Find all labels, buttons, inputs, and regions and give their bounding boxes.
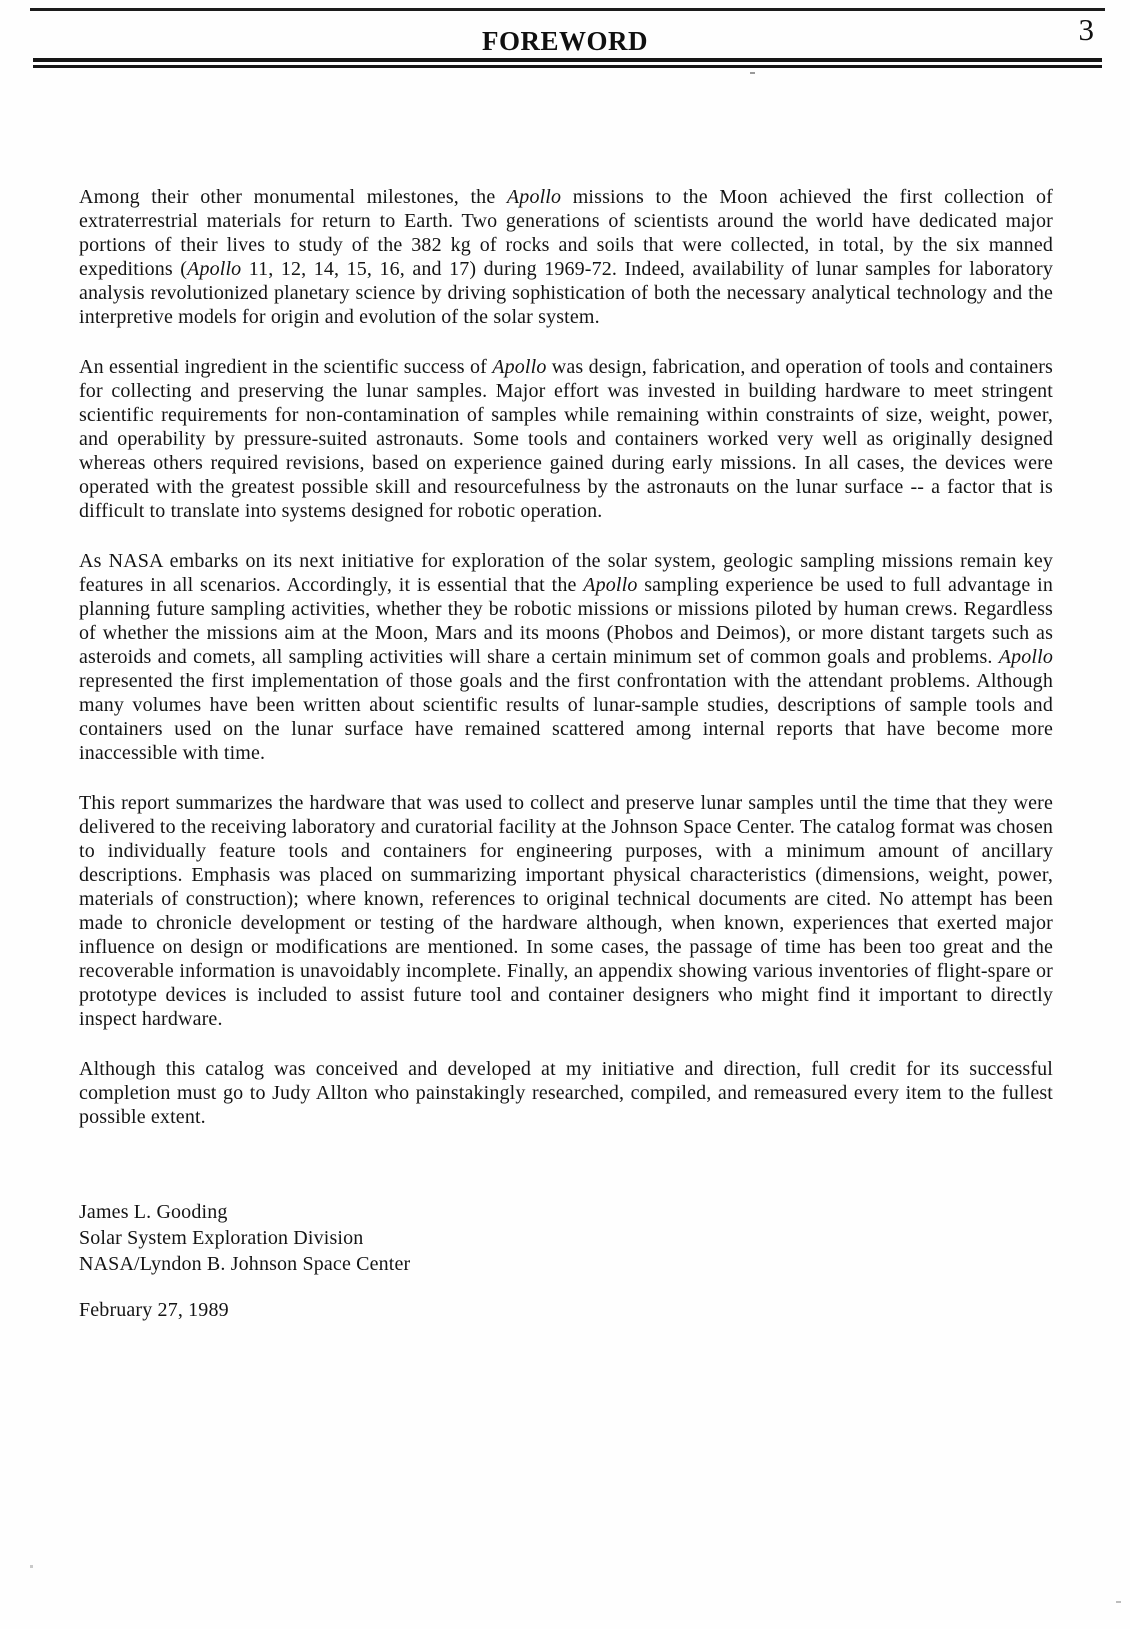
scan-artifact <box>750 72 755 74</box>
foreword-paragraph: Among their other monumental milestones, the Apollo missions to the Moon achieved the first collection of extraterrestrial materials for return to Earth. Two generations of scientists around the world have dedicated major portions of their lives to study of the 382 kg of rocks and soils that were collected, in total, by the six manned expeditions (Apollo 11, 12, 14, 15, 16, and 17) during 1969-72. Indeed, availability of lunar samples for laboratory analysis revolutionized planetary science by driving sophistication of both the necessary analytical technology and the interpretive models for origin and evolution of the solar system. <box>79 186 1053 328</box>
foreword-body <box>79 185 1053 1322</box>
foreword-paragraph: Although this catalog was conceived and developed at my initiative and direction, full credit for its successful completion must go to Judy Allton who painstakingly researched, compiled, and remeasured every item to the fullest possible extent. <box>79 1058 1053 1128</box>
foreword-paragraph: This report summarizes the hardware that was used to collect and preserve lunar samples until the time that they were delivered to the receiving laboratory and curatorial facility at the Johnson Space Center. The catalog format was chosen to individually feature tools and containers for engineering purposes, with a minimum amount of ancillary descriptions. Emphasis was placed on summarizing important physical characteristics (dimensions, weight, power, materials of construction); where known, references to original technical documents are cited. No attempt has been made to chronicle development or testing of the hardware although, when known, experiences that exerted major influence on design or modifications are mentioned. In some cases, the passage of time has been too great and the recoverable information is unavoidably incomplete. Finally, an appendix showing various inventories of flight-spare or prototype devices is included to assist future tool and container designers who might find it important to directly inspect hardware. <box>79 792 1053 1030</box>
signature-name: James L. Gooding <box>79 1201 228 1223</box>
signature-center: NASA/Lyndon B. Johnson Space Center <box>79 1253 411 1275</box>
scan-artifact <box>1116 1601 1121 1603</box>
foreword-paragraph: As NASA embarks on its next initiative for exploration of the solar system, geologic sampling missions remain key features in all scenarios. Accordingly, it is essential that the Apollo sampling experience be used to full advantage in planning future sampling activities, whether they be robotic missions or missions piloted by human crews. Regardless of whether the missions aim at the Moon, Mars and its moons (Phobos and Deimos), or more distant targets such as asteroids and comets, all sampling activities will share a certain minimum set of common goals and problems. Apollo represented the first implementation of those goals and the first confrontation with the attendant problems. Although many volumes have been written about scientific results of lunar-sample studies, descriptions of sample tools and containers used on the lunar surface have remained scattered among internal reports that have become more inaccessible with time. <box>79 550 1053 764</box>
page-number: 3 <box>1078 12 1094 47</box>
scan-artifact <box>30 1565 33 1568</box>
top-rule <box>30 8 1105 11</box>
header-double-rule <box>33 58 1102 68</box>
foreword-paragraph: An essential ingredient in the scientific success of Apollo was design, fabrication, and operation of tools and containers for collecting and preserving the lunar samples. Major effort was invested in building hardware to meet stringent scientific requirements for non-contamination of samples while remaining within constraints of size, weight, power, and operability by pressure-suited astronauts. Some tools and containers worked very well as originally designed whereas others required revisions, based on experience gained during early missions. In all cases, the devices were operated with the greatest possible skill and resourcefulness by the astronauts on the lunar surface -- a factor that is difficult to translate into systems designed for robotic operation. <box>79 356 1053 522</box>
date-line: February 27, 1989 <box>79 1299 229 1321</box>
page-title: FOREWORD <box>482 26 648 56</box>
signature-division: Solar System Exploration Division <box>79 1227 364 1249</box>
signature-block <box>79 1199 1053 1277</box>
